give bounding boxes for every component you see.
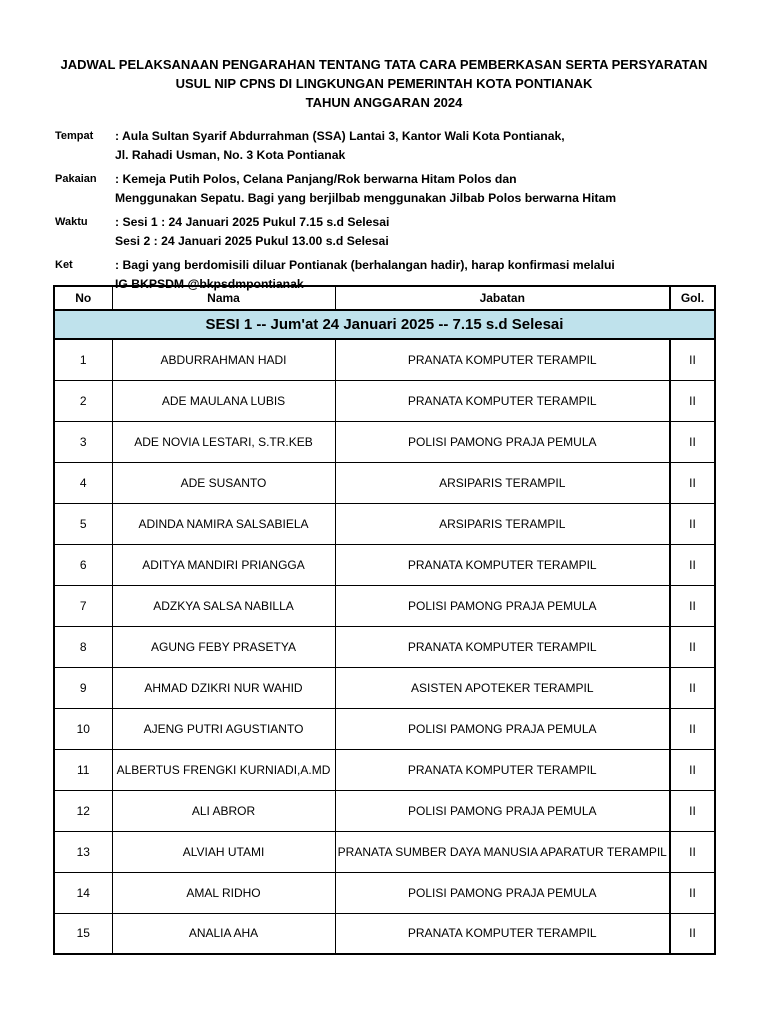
cell-jabatan: POLISI PAMONG PRAJA PEMULA	[335, 790, 670, 831]
ket-value-line-2: IG BKPSDM @bkpsdmpontianak	[115, 277, 304, 291]
participant-table	[53, 285, 716, 955]
table-row	[54, 380, 715, 421]
cell-jabatan: PRANATA KOMPUTER TERAMPIL	[335, 913, 670, 954]
document-title	[0, 55, 768, 112]
cell-no: 1	[54, 339, 112, 380]
cell-nama: ALBERTUS FRENGKI KURNIADI,A.MD	[112, 749, 335, 790]
cell-no: 10	[54, 708, 112, 749]
table-row	[54, 913, 715, 954]
session-row	[54, 310, 715, 339]
cell-nama: ABDURRAHMAN HADI	[112, 339, 335, 380]
cell-gol: II	[670, 380, 715, 421]
cell-nama: ADINDA NAMIRA SALSABIELA	[112, 503, 335, 544]
tempat-label: Tempat	[55, 130, 94, 142]
header-no: No	[54, 286, 112, 310]
cell-gol: II	[670, 872, 715, 913]
cell-nama: ADE MAULANA LUBIS	[112, 380, 335, 421]
cell-jabatan: PRANATA KOMPUTER TERAMPIL	[335, 626, 670, 667]
cell-no: 6	[54, 544, 112, 585]
cell-nama: AJENG PUTRI AGUSTIANTO	[112, 708, 335, 749]
cell-nama: ADZKYA SALSA NABILLA	[112, 585, 335, 626]
cell-jabatan: PRANATA KOMPUTER TERAMPIL	[335, 749, 670, 790]
header-nama: Nama	[112, 286, 335, 310]
cell-no: 14	[54, 872, 112, 913]
cell-gol: II	[670, 708, 715, 749]
session-label: SESI 1 -- Jum'at 24 Januari 2025 -- 7.15 s.d Selesai	[54, 310, 715, 339]
waktu-value-line-1: : Sesi 1 : 24 Januari 2025 Pukul 7.15 s.d Selesai	[115, 215, 390, 229]
table-row	[54, 421, 715, 462]
table-row	[54, 667, 715, 708]
cell-no: 13	[54, 831, 112, 872]
cell-jabatan: POLISI PAMONG PRAJA PEMULA	[335, 585, 670, 626]
table-header-row	[54, 286, 715, 310]
cell-nama: AMAL RIDHO	[112, 872, 335, 913]
table-row	[54, 831, 715, 872]
table-row	[54, 585, 715, 626]
title-line-3: TAHUN ANGGARAN 2024	[305, 95, 463, 110]
tempat-value-line-1: : Aula Sultan Syarif Abdurrahman (SSA) Lantai 3, Kantor Wali Kota Pontianak,	[115, 129, 565, 143]
cell-nama: ADE NOVIA LESTARI, S.TR.KEB	[112, 421, 335, 462]
cell-no: 3	[54, 421, 112, 462]
cell-jabatan: ARSIPARIS TERAMPIL	[335, 462, 670, 503]
table-row	[54, 462, 715, 503]
info-pakaian	[55, 170, 735, 208]
cell-nama: AHMAD DZIKRI NUR WAHID	[112, 667, 335, 708]
table-row	[54, 626, 715, 667]
event-info	[55, 127, 735, 299]
cell-gol: II	[670, 831, 715, 872]
cell-no: 2	[54, 380, 112, 421]
cell-nama: ANALIA AHA	[112, 913, 335, 954]
table-row	[54, 544, 715, 585]
cell-gol: II	[670, 749, 715, 790]
cell-jabatan: PRANATA SUMBER DAYA MANUSIA APARATUR TERAMPIL	[335, 831, 670, 872]
cell-jabatan: ASISTEN APOTEKER TERAMPIL	[335, 667, 670, 708]
pakaian-label: Pakaian	[55, 173, 97, 185]
cell-no: 5	[54, 503, 112, 544]
cell-gol: II	[670, 339, 715, 380]
waktu-value-line-2: Sesi 2 : 24 Januari 2025 Pukul 13.00 s.d Selesai	[115, 234, 389, 248]
cell-no: 8	[54, 626, 112, 667]
cell-gol: II	[670, 585, 715, 626]
cell-no: 4	[54, 462, 112, 503]
cell-jabatan: POLISI PAMONG PRAJA PEMULA	[335, 708, 670, 749]
cell-gol: II	[670, 421, 715, 462]
cell-jabatan: POLISI PAMONG PRAJA PEMULA	[335, 421, 670, 462]
title-line-1: JADWAL PELAKSANAAN PENGARAHAN TENTANG TATA CARA PEMBERKASAN SERTA PERSYARATAN	[60, 57, 708, 72]
table-row	[54, 790, 715, 831]
cell-gol: II	[670, 913, 715, 954]
cell-gol: II	[670, 626, 715, 667]
cell-nama: AGUNG FEBY PRASETYA	[112, 626, 335, 667]
table-row	[54, 339, 715, 380]
table-row	[54, 872, 715, 913]
header-gol: Gol.	[670, 286, 715, 310]
header-jabatan: Jabatan	[335, 286, 670, 310]
cell-nama: ADE SUSANTO	[112, 462, 335, 503]
table-row	[54, 503, 715, 544]
ket-label: Ket	[55, 259, 73, 271]
cell-gol: II	[670, 667, 715, 708]
cell-gol: II	[670, 544, 715, 585]
pakaian-value-line-1: : Kemeja Putih Polos, Celana Panjang/Rok berwarna Hitam Polos dan	[115, 172, 517, 186]
cell-nama: ALI ABROR	[112, 790, 335, 831]
cell-no: 9	[54, 667, 112, 708]
cell-jabatan: PRANATA KOMPUTER TERAMPIL	[335, 339, 670, 380]
tempat-value-line-2: Jl. Rahadi Usman, No. 3 Kota Pontianak	[115, 148, 346, 162]
cell-gol: II	[670, 462, 715, 503]
cell-jabatan: PRANATA KOMPUTER TERAMPIL	[335, 380, 670, 421]
cell-jabatan: POLISI PAMONG PRAJA PEMULA	[335, 872, 670, 913]
cell-jabatan: PRANATA KOMPUTER TERAMPIL	[335, 544, 670, 585]
table-row	[54, 749, 715, 790]
info-waktu	[55, 213, 735, 251]
pakaian-value-line-2: Menggunakan Sepatu. Bagi yang berjilbab menggunakan Jilbab Polos berwarna Hitam	[115, 191, 617, 205]
waktu-label: Waktu	[55, 216, 88, 228]
cell-no: 12	[54, 790, 112, 831]
cell-nama: ALVIAH UTAMI	[112, 831, 335, 872]
ket-value-line-1: : Bagi yang berdomisili diluar Pontianak (berhalangan hadir), harap konfirmasi melalui	[115, 258, 615, 272]
cell-no: 11	[54, 749, 112, 790]
info-tempat	[55, 127, 735, 165]
table-row	[54, 708, 715, 749]
cell-no: 7	[54, 585, 112, 626]
title-line-2: USUL NIP CPNS DI LINGKUNGAN PEMERINTAH KOTA PONTIANAK	[175, 76, 593, 91]
cell-gol: II	[670, 503, 715, 544]
cell-gol: II	[670, 790, 715, 831]
cell-no: 15	[54, 913, 112, 954]
cell-nama: ADITYA MANDIRI PRIANGGA	[112, 544, 335, 585]
cell-jabatan: ARSIPARIS TERAMPIL	[335, 503, 670, 544]
